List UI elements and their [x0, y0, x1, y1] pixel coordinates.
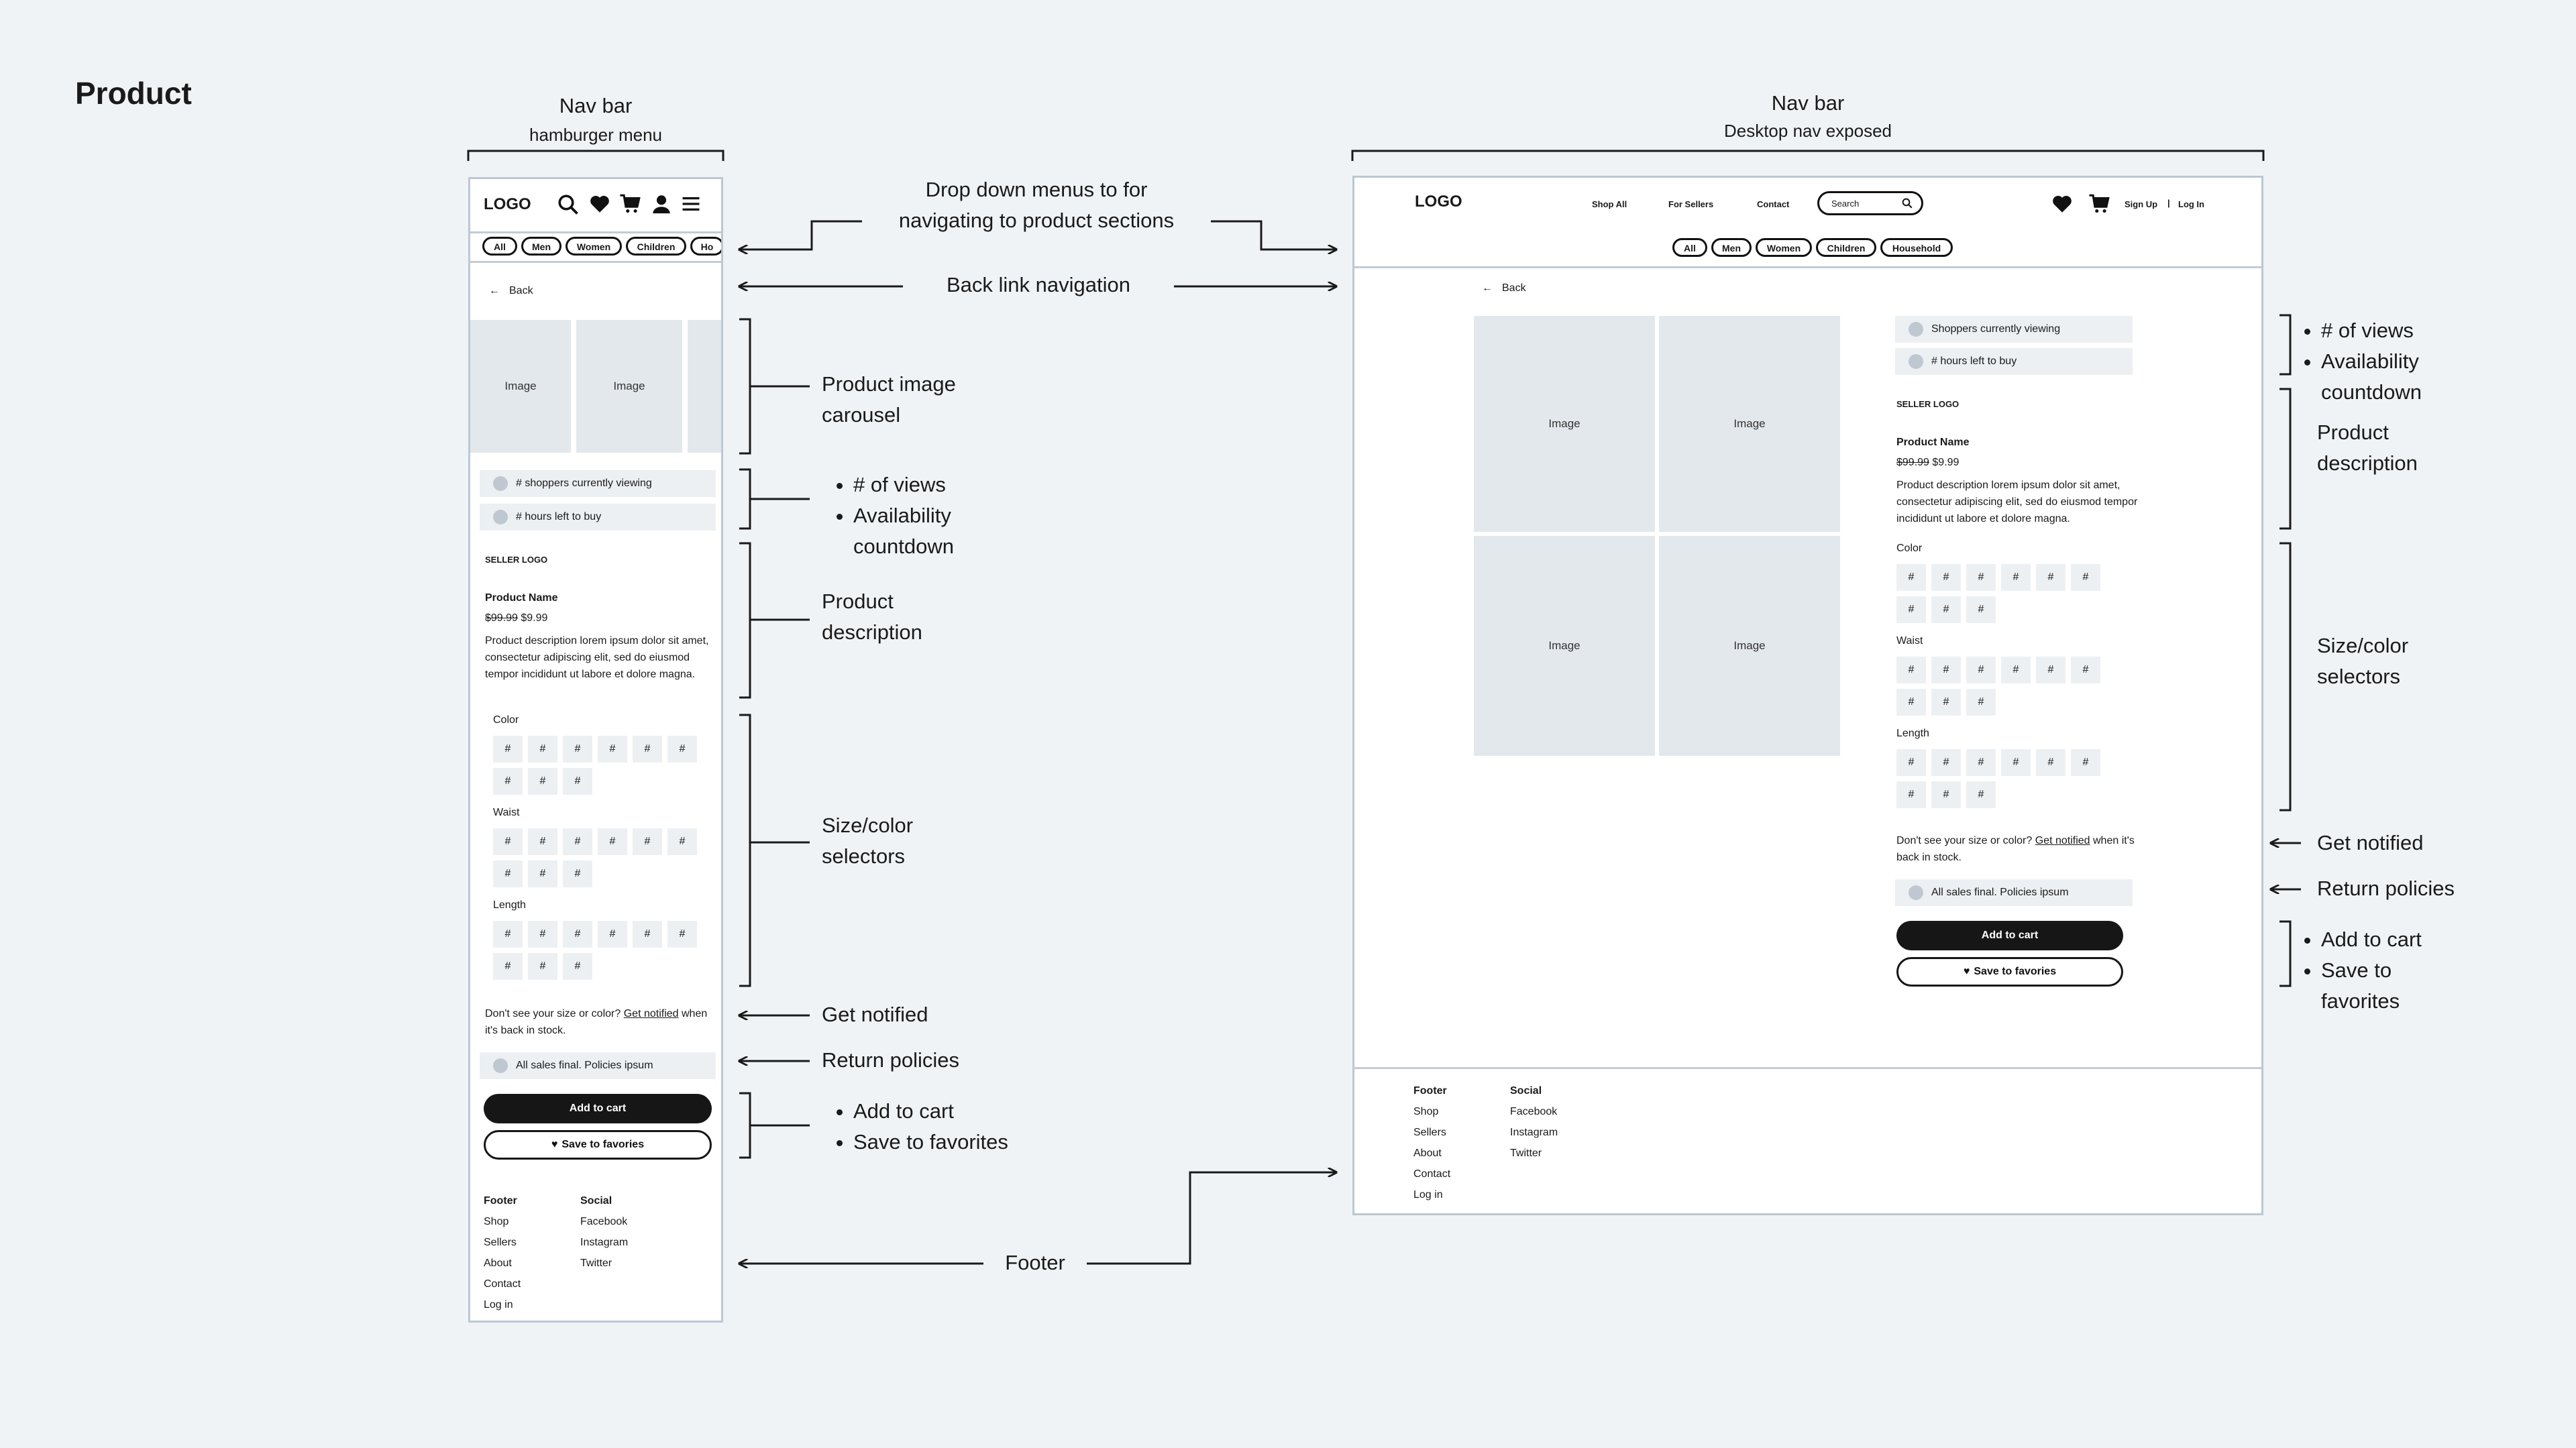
social-title: Social	[1510, 1085, 1542, 1097]
heart-icon: ♥	[1963, 966, 1970, 977]
product-image-3[interactable]: Image	[1474, 536, 1655, 756]
waist-label: Waist	[1896, 635, 1923, 647]
color-swatch[interactable]: #	[563, 736, 592, 763]
nav-shop-all[interactable]: Shop All	[1592, 199, 1627, 209]
stat-shoppers-viewing: Shoppers currently viewing	[1895, 316, 2133, 343]
footer-link-login[interactable]: Log in	[1413, 1189, 1443, 1201]
return-policy: All sales final. Policies ipsum	[480, 1052, 716, 1079]
annotation-dropdown: Drop down menus to for navigating to product sections	[898, 178, 1175, 232]
footer-divider	[1354, 1067, 2263, 1069]
mobile-caption-title: Nav bar	[559, 94, 633, 117]
color-swatch[interactable]: #	[1931, 564, 1961, 591]
social-link-facebook[interactable]: Facebook	[1510, 1106, 1558, 1117]
color-swatch[interactable]: #	[2036, 564, 2065, 591]
log-in-link[interactable]: Log In	[2178, 199, 2204, 209]
annotation-footer: Footer	[1005, 1251, 1065, 1274]
footer-link-about[interactable]: About	[484, 1258, 512, 1269]
footer-link-contact[interactable]: Contact	[1413, 1168, 1451, 1180]
nav-for-sellers[interactable]: For Sellers	[1668, 199, 1714, 209]
carousel-image-3[interactable]	[688, 320, 723, 453]
back-arrow-icon: ←	[1482, 282, 1493, 294]
length-option[interactable]: #	[1896, 749, 1926, 776]
length-option[interactable]: #	[563, 921, 592, 948]
length-option[interactable]: #	[1931, 749, 1961, 776]
color-swatch[interactable]: #	[528, 768, 557, 795]
footer-link-shop[interactable]: Shop	[1413, 1106, 1439, 1117]
user-icon[interactable]	[650, 192, 673, 215]
category-women[interactable]: Women	[1756, 238, 1812, 257]
desktop-logo[interactable]: LOGO	[1415, 192, 1462, 211]
sign-up-link[interactable]: Sign Up	[2125, 199, 2158, 209]
add-to-cart-button[interactable]: Add to cart	[484, 1094, 712, 1123]
hamburger-menu-icon[interactable]	[681, 194, 701, 214]
length-option[interactable]: #	[2036, 749, 2065, 776]
heart-icon[interactable]	[2051, 192, 2074, 215]
footer-link-login[interactable]: Log in	[484, 1299, 513, 1311]
annotation-cart: • Add to cart • Save to favorites	[830, 1096, 1008, 1158]
waist-option[interactable]: #	[633, 828, 662, 855]
waist-option[interactable]: #	[667, 828, 697, 855]
length-label: Length	[493, 899, 526, 911]
mobile-footer-social	[580, 1190, 628, 1274]
cart-icon[interactable]	[619, 192, 642, 215]
stat-hours-left: # hours left to buy	[480, 504, 716, 531]
color-swatch[interactable]: #	[1966, 596, 1996, 623]
waist-option[interactable]: #	[1931, 689, 1961, 716]
annotation-back-link: Back link navigation	[947, 273, 1130, 296]
color-swatch[interactable]: #	[1931, 596, 1961, 623]
waist-option[interactable]: #	[1896, 657, 1926, 683]
product-description: Product description lorem ipsum dolor sit amet, consectetur adipiscing elit, sed do eiusmod tempor incididunt ut labore et dolore magna.	[1896, 480, 2138, 524]
get-notified-link[interactable]: Get notified	[623, 1008, 679, 1019]
color-swatch[interactable]: #	[493, 768, 523, 795]
color-swatch[interactable]: #	[2001, 564, 2031, 591]
back-arrow-icon: ←	[489, 285, 500, 296]
category-men[interactable]: Men	[1711, 238, 1752, 257]
mobile-logo[interactable]: LOGO	[484, 195, 531, 213]
category-children[interactable]: Children	[626, 237, 686, 256]
waist-option[interactable]: #	[563, 860, 592, 887]
footer-title: Footer	[484, 1195, 517, 1207]
color-swatches	[493, 736, 697, 795]
length-swatches	[493, 921, 697, 980]
waist-option[interactable]: #	[493, 860, 523, 887]
waist-option[interactable]: #	[598, 828, 627, 855]
annotation-return-policies-right: Return policies	[2317, 877, 2455, 900]
length-option[interactable]: #	[493, 921, 523, 948]
social-link-instagram[interactable]: Instagram	[1510, 1127, 1558, 1138]
nav-divider	[1354, 266, 2263, 268]
add-to-cart-button[interactable]: Add to cart	[1896, 921, 2123, 950]
mobile-caption-subtitle: hamburger menu	[529, 125, 662, 145]
waist-option[interactable]: #	[1966, 657, 1996, 683]
category-household[interactable]: Ho	[690, 237, 723, 256]
length-option[interactable]: #	[563, 953, 592, 980]
annotation-views-right: • # of views • Availability countdown	[2298, 315, 2469, 408]
search-icon	[1901, 197, 1913, 209]
social-link-facebook[interactable]: Facebook	[580, 1216, 628, 1227]
waist-option[interactable]: #	[528, 828, 557, 855]
desktop-footer-social	[1510, 1080, 1558, 1164]
annotation-get-notified: Get notified	[822, 1003, 928, 1026]
search-icon[interactable]	[556, 192, 580, 217]
cart-icon[interactable]	[2088, 192, 2111, 215]
stat-dot	[493, 476, 508, 491]
heart-icon: ♥	[551, 1139, 558, 1150]
old-price: $99.99	[485, 612, 518, 624]
annotation-size-color-right: Size/color selectors	[2317, 634, 2409, 688]
product-price	[485, 612, 547, 624]
mobile-back-link[interactable]: ← Back	[489, 285, 533, 296]
annotation-cart-right: • Add to cart • Save to favorites	[2298, 924, 2469, 1017]
categories-divider	[470, 261, 723, 263]
current-price: $9.99	[521, 612, 548, 624]
policy-dot	[493, 1058, 508, 1073]
carousel-image-1[interactable]: Image	[470, 320, 571, 453]
search-input[interactable]: Search	[1817, 191, 1923, 215]
waist-swatches	[493, 828, 697, 887]
product-description: Product description lorem ipsum dolor sit amet, consectetur adipiscing elit, sed do eiusmod tempor incididunt ut labore et dolore magna.	[485, 635, 709, 680]
nav-contact[interactable]: Contact	[1757, 199, 1790, 209]
length-option[interactable]: #	[598, 921, 627, 948]
color-swatch[interactable]: #	[493, 736, 523, 763]
category-household[interactable]: Household	[1880, 238, 1953, 257]
waist-option[interactable]: #	[528, 860, 557, 887]
category-women[interactable]: Women	[566, 237, 622, 256]
waist-label: Waist	[493, 807, 520, 818]
get-notified-link[interactable]: Get notified	[2035, 835, 2090, 846]
annotation-size-color: Size/color selectors	[822, 814, 914, 868]
social-link-instagram[interactable]: Instagram	[580, 1237, 629, 1248]
mobile-footer-links	[484, 1190, 521, 1315]
notify-text: Don't see your size or color? Get notified when it's back in stock.	[485, 1008, 708, 1036]
category-all[interactable]: All	[1672, 238, 1707, 257]
desktop-back-link[interactable]: ← Back	[1482, 282, 1526, 294]
product-image-1[interactable]: Image	[1474, 316, 1655, 532]
length-option[interactable]: #	[1931, 781, 1961, 808]
seller-logo[interactable]: SELLER LOGO	[1896, 399, 1960, 409]
mobile-category-pills	[482, 237, 723, 256]
color-swatch[interactable]: #	[2071, 564, 2100, 591]
save-to-favorites-button[interactable]: ♥ Save to favories	[1896, 957, 2123, 987]
color-swatch[interactable]: #	[528, 736, 557, 763]
save-to-favorites-button[interactable]: ♥ Save to favories	[484, 1130, 712, 1160]
waist-option[interactable]: #	[1966, 689, 1996, 716]
annotation-product-desc-right: Product description	[2317, 421, 2418, 475]
product-price	[1896, 457, 1959, 469]
policy-dot	[1909, 885, 1923, 900]
color-swatch[interactable]: #	[563, 768, 592, 795]
annotation-carousel: Product image carousel	[822, 372, 956, 427]
seller-logo[interactable]: SELLER LOGO	[485, 555, 548, 565]
length-option[interactable]: #	[493, 953, 523, 980]
color-swatch[interactable]: #	[598, 736, 627, 763]
length-option[interactable]: #	[633, 921, 662, 948]
length-option[interactable]: #	[1966, 781, 1996, 808]
stat-shoppers-viewing: # shoppers currently viewing	[480, 470, 716, 497]
waist-option[interactable]: #	[2001, 657, 2031, 683]
length-swatches	[1896, 749, 2100, 808]
current-price: $9.99	[1932, 457, 1960, 468]
waist-option[interactable]: #	[1896, 689, 1926, 716]
category-men[interactable]: Men	[521, 237, 561, 256]
footer-title: Footer	[1413, 1085, 1447, 1097]
footer-link-contact[interactable]: Contact	[484, 1278, 521, 1290]
footer-link-sellers[interactable]: Sellers	[484, 1237, 517, 1248]
length-option[interactable]: #	[2001, 749, 2031, 776]
stat-dot	[493, 510, 508, 524]
length-option[interactable]: #	[2071, 749, 2100, 776]
carousel-image-2[interactable]: Image	[576, 320, 682, 453]
waist-option[interactable]: #	[2036, 657, 2065, 683]
length-option[interactable]: #	[1966, 749, 1996, 776]
product-image-4[interactable]: Image	[1659, 536, 1840, 756]
length-option[interactable]: #	[528, 921, 557, 948]
notify-text: Don't see your size or color? Get notified when it's back in stock.	[1896, 835, 2135, 863]
color-swatch[interactable]: #	[1966, 564, 1996, 591]
product-image-2[interactable]: Image	[1659, 316, 1840, 532]
social-link-twitter[interactable]: Twitter	[1510, 1148, 1542, 1159]
annotation-views: • # of views • Availability countdown	[830, 469, 1001, 562]
heart-icon[interactable]	[588, 192, 611, 215]
stat-dot	[1909, 322, 1923, 337]
page-title: Product	[75, 76, 192, 111]
waist-option[interactable]: #	[493, 828, 523, 855]
social-title: Social	[580, 1195, 612, 1207]
length-label: Length	[1896, 728, 1929, 739]
color-swatch[interactable]: #	[667, 736, 697, 763]
length-option[interactable]: #	[667, 921, 697, 948]
color-swatch[interactable]: #	[633, 736, 662, 763]
category-children[interactable]: Children	[1816, 238, 1876, 257]
mobile-frame	[468, 177, 723, 1323]
waist-swatches	[1896, 657, 2100, 716]
length-option[interactable]: #	[528, 953, 557, 980]
old-price: $99.99	[1896, 457, 1929, 468]
desktop-frame	[1352, 176, 2263, 1215]
color-label: Color	[493, 714, 519, 726]
waist-option[interactable]: #	[2071, 657, 2100, 683]
nav-divider	[470, 231, 723, 233]
color-swatch[interactable]: #	[1896, 564, 1926, 591]
desktop-footer-links	[1413, 1080, 1450, 1205]
footer-link-about[interactable]: About	[1413, 1148, 1442, 1159]
length-option[interactable]: #	[1896, 781, 1926, 808]
waist-option[interactable]: #	[1931, 657, 1961, 683]
category-all[interactable]: All	[482, 237, 517, 256]
footer-link-shop[interactable]: Shop	[484, 1216, 509, 1227]
nav-separator: |	[2167, 198, 2170, 208]
footer-link-sellers[interactable]: Sellers	[1413, 1127, 1446, 1138]
social-link-twitter[interactable]: Twitter	[580, 1258, 612, 1269]
color-swatch[interactable]: #	[1896, 596, 1926, 623]
annotation-get-notified-right: Get notified	[2317, 831, 2424, 854]
product-name: Product Name	[485, 592, 558, 604]
color-label: Color	[1896, 543, 1923, 554]
stat-dot	[1909, 354, 1923, 369]
desktop-caption-title: Nav bar	[1771, 91, 1845, 115]
desktop-category-pills	[1672, 238, 1953, 257]
waist-option[interactable]: #	[563, 828, 592, 855]
annotation-return-policies: Return policies	[822, 1048, 960, 1072]
color-swatches	[1896, 564, 2100, 623]
product-name: Product Name	[1896, 437, 1970, 448]
return-policy: All sales final. Policies ipsum	[1895, 879, 2133, 906]
desktop-caption-subtitle: Desktop nav exposed	[1723, 121, 1892, 141]
stat-hours-left: # hours left to buy	[1895, 348, 2133, 375]
annotation-product-desc: Product description	[822, 590, 922, 644]
